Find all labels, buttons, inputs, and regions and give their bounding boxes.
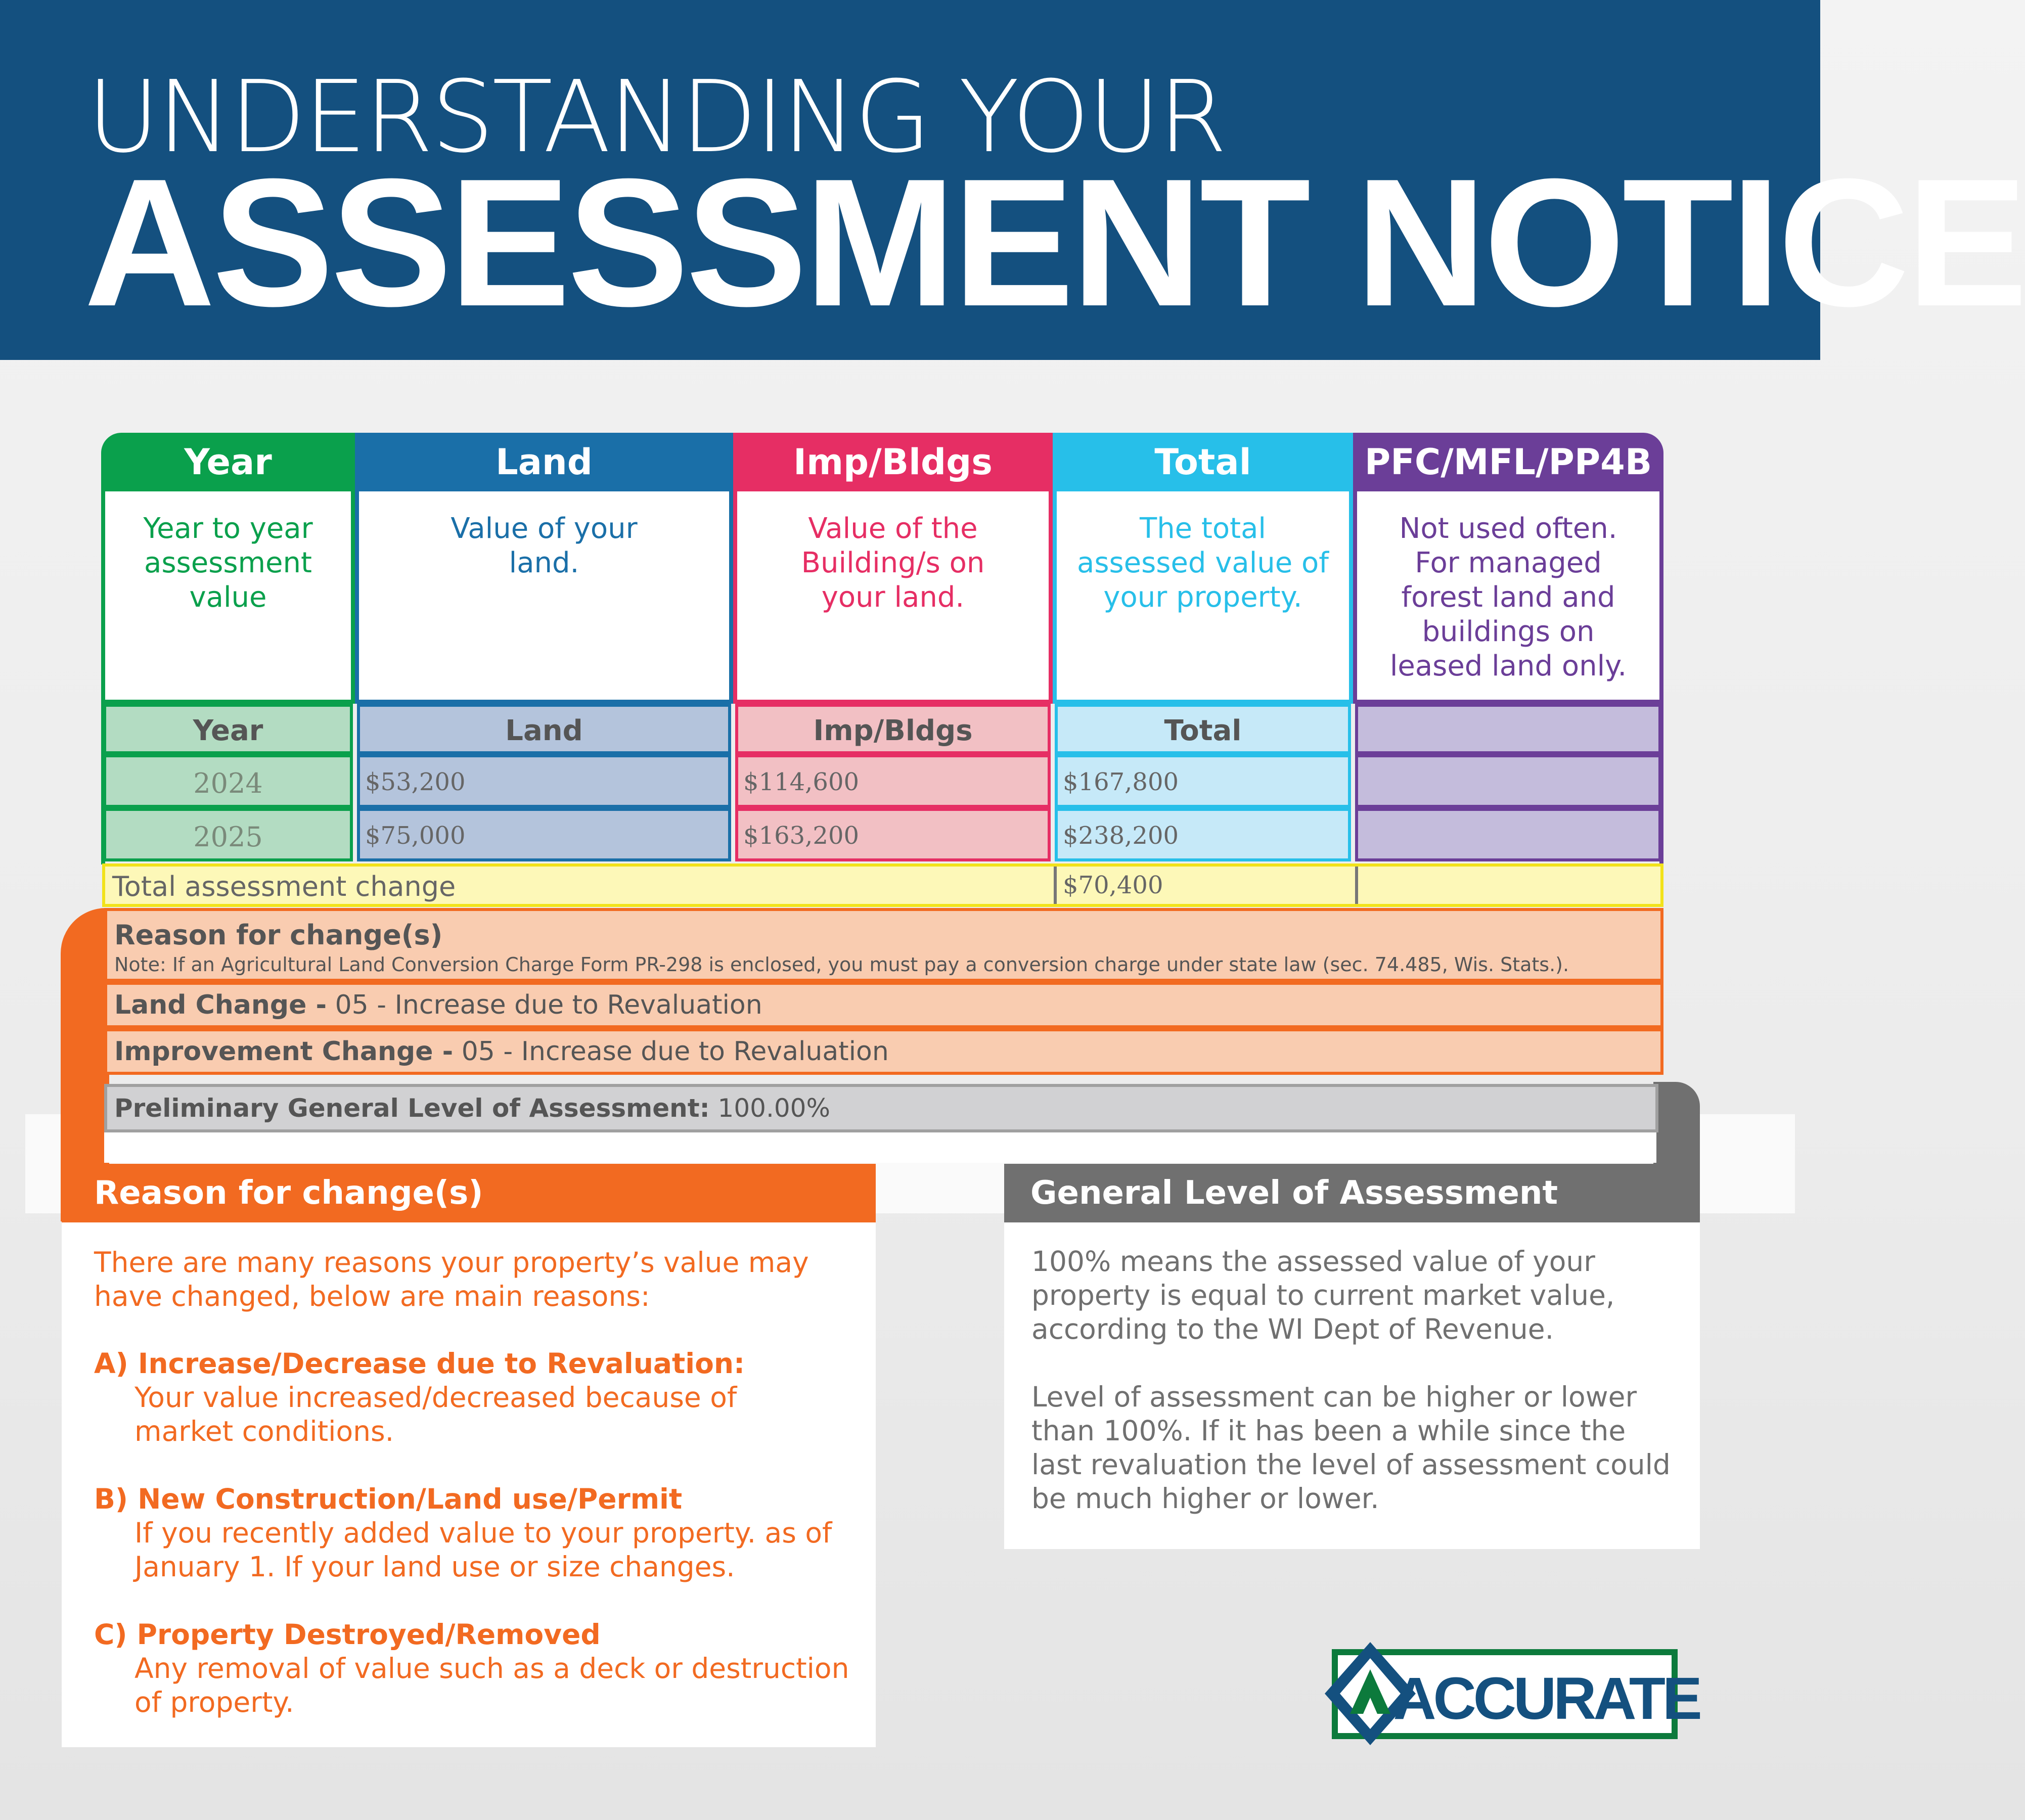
table-header-land: Land xyxy=(357,704,731,754)
table-frame-pfc xyxy=(1659,491,1663,864)
col-desc-total: The total assessed value of your property. xyxy=(1053,491,1353,704)
reason-item-c-text: Any removal of value such as a deck or destruction of property. xyxy=(134,1652,849,1718)
header-line1: UNDERSTANDING YOUR xyxy=(87,60,1226,175)
land-change-value: 05 - Increase due to Revaluation xyxy=(335,990,762,1020)
col-desc-imp: Value of the Building/s on your land. xyxy=(733,491,1053,704)
total-change-row xyxy=(102,863,1663,907)
gla-panel-p2: Level of assessment can be higher or lower than 100%. If it has been a while since the last revaluation the level of assessment could be much higher or lower. xyxy=(1031,1381,1671,1515)
improvement-change-label: Improvement Change - xyxy=(114,1036,454,1067)
col-header-pfc: PFC/MFL/PP4B xyxy=(1353,433,1663,491)
improvement-change-value: 05 - Increase due to Revaluation xyxy=(461,1036,889,1067)
level-value: 100.00% xyxy=(717,1094,830,1123)
col-desc-land: Value of your land. xyxy=(355,491,733,704)
header-line2: ASSESSMENT NOTICE xyxy=(84,141,2025,344)
table-cell-year-2024: 2024 xyxy=(103,754,353,808)
table-cell-pfc-2024 xyxy=(1355,754,1661,808)
col-desc-year: Year to year assessment value xyxy=(101,491,355,704)
total-change-divider-1 xyxy=(1054,867,1057,904)
col-desc-pfc: Not used often. For managed forest land and buildings on leased land only. xyxy=(1353,491,1663,704)
table-cell-land-2025: $75,000 xyxy=(357,808,731,861)
table-header-imp: Imp/Bldgs xyxy=(735,704,1051,754)
reason-panel xyxy=(62,1164,876,1747)
reason-panel-title: Reason for change(s) xyxy=(62,1164,876,1222)
col-header-imp: Imp/Bldgs xyxy=(733,433,1053,491)
reason-item-b-text: If you recently added value to your property. as of January 1. If your land use or size changes. xyxy=(134,1517,832,1583)
reason-item-a-text: Your value increased/decreased because of market conditions. xyxy=(134,1381,737,1447)
reason-row-note: Note: If an Agricultural Land Conversion Charge Form PR-298 is enclosed, you must pay a conversion charge under state law (sec. 74.485, Wis. Stats.). xyxy=(114,953,1569,976)
table-cell-total-2024: $167,800 xyxy=(1055,754,1351,808)
accurate-logo-mark xyxy=(1274,1638,1699,1749)
level-underbox xyxy=(104,1132,1656,1163)
col-header-year: Year xyxy=(101,433,355,491)
total-change-value: $70,400 xyxy=(1063,871,1163,899)
total-change-label: Total assessment change xyxy=(112,871,456,902)
table-cell-imp-2024: $114,600 xyxy=(735,754,1051,808)
reason-item-a-heading: A) Increase/Decrease due to Revaluation: xyxy=(94,1347,745,1380)
level-label: Preliminary General Level of Assessment: xyxy=(114,1094,710,1123)
reason-item-c-heading: C) Property Destroyed/Removed xyxy=(94,1618,601,1651)
reason-row-title-text: Reason for change(s) xyxy=(114,919,443,951)
col-header-total: Total xyxy=(1053,433,1353,491)
reason-row-title xyxy=(104,908,1663,982)
total-change-divider-2 xyxy=(1355,867,1358,904)
reason-row-land xyxy=(104,982,1663,1028)
table-header-pfc xyxy=(1355,704,1661,754)
accurate-logo-text: ACCURATE xyxy=(1393,1665,1699,1732)
gla-panel-p1: 100% means the assessed value of your property is equal to current market value, according to the WI Dept of Revenue. xyxy=(1031,1245,1615,1345)
table-cell-pfc-2025 xyxy=(1355,808,1661,861)
accurate-logo xyxy=(1274,1638,1699,1749)
table-header-year: Year xyxy=(103,704,353,754)
table-cell-year-2025: 2025 xyxy=(103,808,353,861)
land-change-label: Land Change - xyxy=(114,990,327,1020)
table-header-total: Total xyxy=(1055,704,1351,754)
reason-panel-intro: There are many reasons your property’s value may have changed, below are main reasons: xyxy=(94,1246,809,1312)
col-header-land: Land xyxy=(355,433,733,491)
gla-panel xyxy=(1004,1164,1700,1549)
reason-row-level xyxy=(104,1084,1658,1132)
gla-panel-title: General Level of Assessment xyxy=(1004,1164,1700,1222)
table-cell-imp-2025: $163,200 xyxy=(735,808,1051,861)
header-banner xyxy=(0,0,2025,360)
reason-row-imp xyxy=(104,1028,1663,1075)
table-frame-year xyxy=(101,491,105,864)
table-cell-total-2025: $238,200 xyxy=(1055,808,1351,861)
table-cell-land-2024: $53,200 xyxy=(357,754,731,808)
reason-item-b-heading: B) New Construction/Land use/Permit xyxy=(94,1483,683,1515)
